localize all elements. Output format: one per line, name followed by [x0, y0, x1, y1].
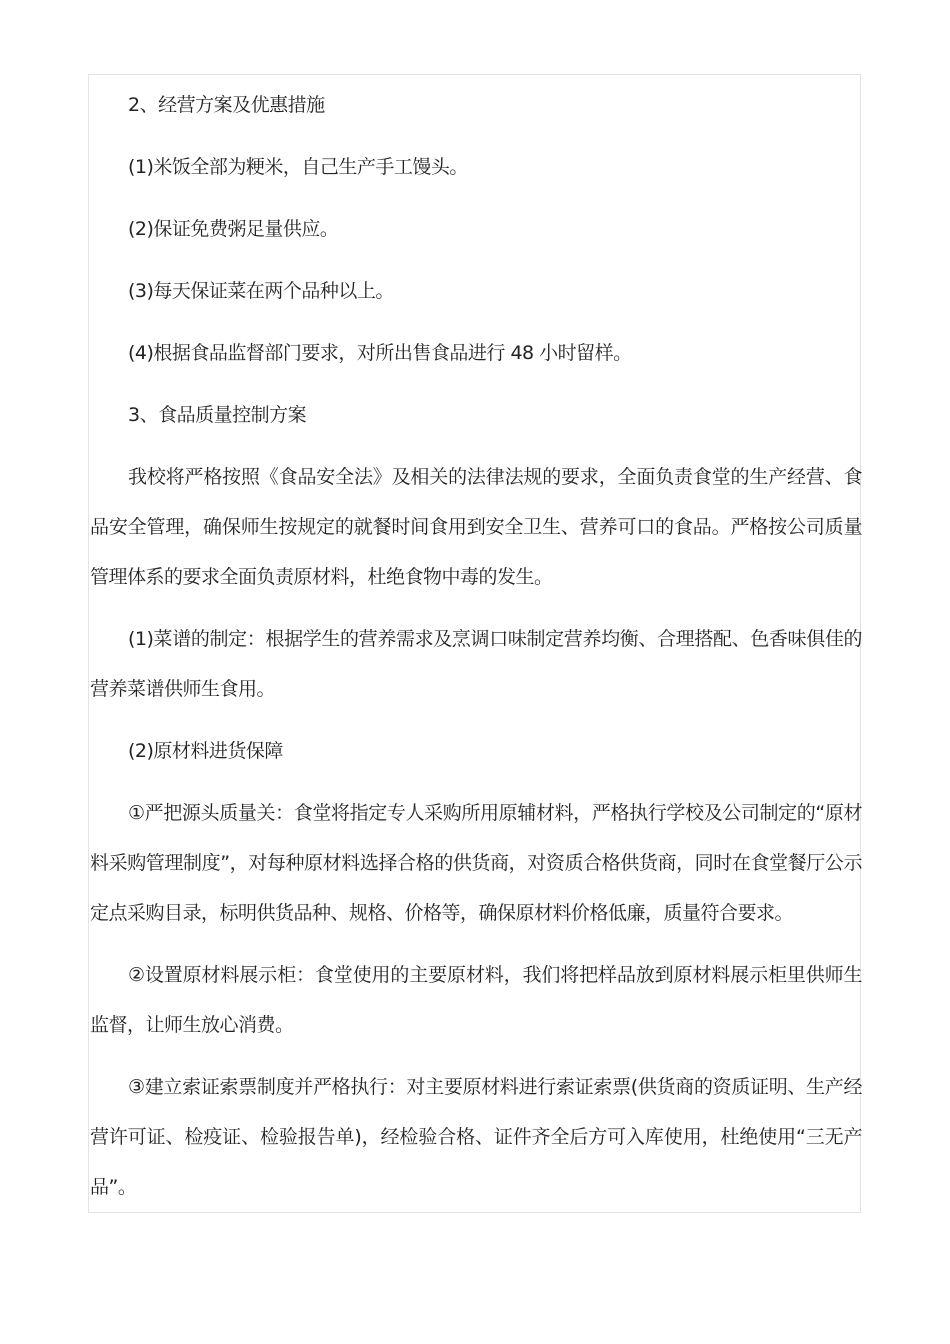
- list-item-source-quality: ①严把源头质量关：食堂将指定专人采购所用原辅材料，严格执行学校及公司制定的“原材料采购管理制度”，对每种原材料选择合格的供货商，对资质合格供货商，同时在食堂餐厅公示定点采购目录，标明供货品种、规格、价格等，确保原材料价格低廉，质量符合要求。: [90, 802, 862, 924]
- list-item-display-cabinet: ②设置原材料展示柜：食堂使用的主要原材料，我们将把样品放到原材料展示柜里供师生监督，让师生放心消费。: [90, 964, 862, 1036]
- list-item-menu: (1)菜谱的制定：根据学生的营养需求及烹调口味制定营养均衡、合理搭配、色香味俱佳的营养菜谱供师生食用。: [90, 628, 862, 700]
- paragraph-food-safety: 我校将严格按照《食品安全法》及相关的法律法规的要求，全面负责食堂的生产经营、食品安全管理，确保师生按规定的就餐时间食用到安全卫生、营养可口的食品。严格按公司质量管理体系的要求全面负责原材料，杜绝食物中毒的发生。: [90, 466, 862, 588]
- list-item-rice: (1)米饭全部为粳米，自己生产手工馒头。: [128, 156, 468, 178]
- list-item-sample-retention: (4)根据食品监督部门要求，对所出售食品进行 48 小时留样。: [128, 342, 632, 364]
- subheading-raw-material: (2)原材料进货保障: [128, 740, 283, 762]
- document-body: [90, 80, 862, 1224]
- list-item-dishes: (3)每天保证菜在两个品种以上。: [128, 280, 394, 302]
- list-item-porridge: (2)保证免费粥足量供应。: [128, 218, 339, 240]
- section-heading-business-plan: 2、经营方案及优惠措施: [128, 94, 325, 116]
- list-item-certificates: ③建立索证索票制度并严格执行：对主要原材料进行索证索票(供货商的资质证明、生产经营许可证、检疫证、检验报告单)，经检验合格、证件齐全后方可入库使用，杜绝使用“三无产品”。: [90, 1076, 862, 1198]
- section-heading-quality-control: 3、食品质量控制方案: [128, 404, 307, 426]
